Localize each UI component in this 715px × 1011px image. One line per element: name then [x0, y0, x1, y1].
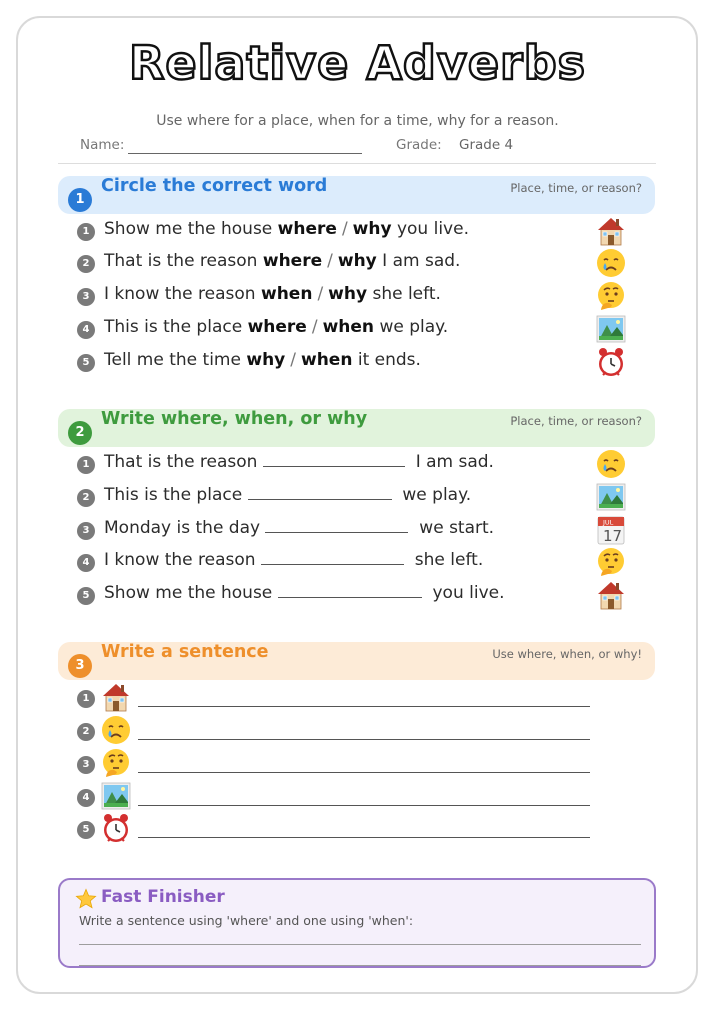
item-sentence — [104, 518, 494, 538]
thinking-face-icon — [595, 546, 627, 578]
answer-blank[interactable] — [248, 486, 392, 500]
item-number: 1 — [77, 690, 95, 708]
sentence-line[interactable] — [138, 722, 590, 740]
item-number: 5 — [77, 354, 95, 372]
sentence-end: we play. — [379, 317, 449, 337]
item-number: 4 — [77, 554, 95, 572]
item-illustration — [595, 215, 627, 247]
write-sentence-item — [74, 684, 644, 714]
section-2-hint: Place, time, or reason? — [510, 414, 642, 428]
item-sentence — [104, 284, 441, 304]
circle-item — [74, 282, 644, 312]
section-2-header — [58, 409, 655, 447]
section-1-title: Circle the correct word — [101, 176, 328, 196]
house-icon — [595, 215, 627, 247]
item-sentence — [104, 350, 421, 370]
choice-separator: / — [341, 219, 348, 239]
sentence-end: I am sad. — [382, 251, 461, 271]
landscape-icon — [595, 481, 627, 513]
sentence-start: I know the reason — [104, 550, 256, 570]
calendar-day: 17 — [603, 527, 623, 545]
item-illustration — [100, 747, 132, 779]
choice-option-2[interactable]: when — [300, 350, 353, 370]
item-number: 5 — [77, 587, 95, 605]
section-3-title: Write a sentence — [101, 642, 269, 662]
answer-blank[interactable] — [278, 584, 422, 598]
choice-separator: / — [290, 350, 296, 370]
section-1-number: 1 — [68, 188, 92, 212]
sentence-start: I know the reason — [104, 284, 256, 304]
item-illustration — [595, 579, 627, 611]
section-1-header — [58, 176, 655, 214]
landscape-icon — [100, 780, 132, 812]
fast-finisher-line-2[interactable] — [79, 965, 641, 966]
section-2-title: Write where, when, or why — [101, 409, 368, 429]
item-sentence — [104, 485, 471, 505]
page-subtitle: Use where for a place, when for a time, why for a reason. — [156, 113, 559, 129]
circle-item — [74, 249, 644, 279]
grade-label: Grade: — [396, 137, 442, 153]
item-illustration — [595, 280, 627, 312]
section-1-hint: Place, time, or reason? — [510, 181, 642, 195]
sentence-line[interactable] — [138, 755, 590, 773]
choice-option-1[interactable]: why — [246, 350, 286, 370]
item-sentence — [104, 583, 505, 603]
sentence-end: you live. — [396, 219, 469, 239]
sentence-start: Monday is the day — [104, 518, 261, 538]
choice-option-2[interactable]: why — [328, 284, 368, 304]
name-label: Name: — [80, 137, 125, 153]
star-icon — [75, 888, 97, 910]
write-sentence-item — [74, 783, 644, 813]
item-sentence — [104, 452, 494, 472]
house-icon — [100, 681, 132, 713]
thinking-face-icon — [595, 280, 627, 312]
sentence-end: she left. — [414, 550, 484, 570]
fast-finisher-box — [58, 878, 656, 968]
circle-item — [74, 217, 644, 247]
sentence-line[interactable] — [138, 820, 590, 838]
item-illustration — [595, 313, 627, 345]
sentence-end: she left. — [372, 284, 441, 304]
alarm-clock-icon — [595, 346, 627, 378]
item-number: 4 — [77, 789, 95, 807]
crying-face-icon — [595, 448, 627, 480]
sentence-start: That is the reason — [104, 251, 258, 271]
sentence-start: Show me the house — [104, 219, 273, 239]
sentence-line[interactable] — [138, 689, 590, 707]
choice-option-1[interactable]: where — [247, 317, 307, 337]
sentence-end: we start. — [419, 518, 495, 538]
crying-face-icon — [595, 247, 627, 279]
answer-blank[interactable] — [263, 453, 405, 467]
choice-option-2[interactable]: why — [352, 219, 392, 239]
sentence-start: Tell me the time — [104, 350, 241, 370]
item-number: 2 — [77, 255, 95, 273]
landscape-icon — [595, 313, 627, 345]
section-3-header — [58, 642, 655, 680]
item-illustration — [595, 514, 627, 546]
calendar-month: JUL — [603, 518, 614, 527]
choice-separator: / — [317, 284, 324, 304]
sentence-end: you live. — [432, 583, 505, 603]
item-number: 2 — [77, 723, 95, 741]
circle-item — [74, 348, 644, 378]
item-number: 4 — [77, 321, 95, 339]
write-sentence-item — [74, 750, 644, 780]
sentence-start: This is the place — [104, 485, 243, 505]
write-sentence-item — [74, 717, 644, 747]
fill-in-item — [74, 516, 644, 546]
fast-finisher-prompt: Write a sentence using 'where' and one using 'when': — [79, 913, 414, 928]
name-field-line[interactable] — [128, 153, 362, 154]
item-illustration — [100, 681, 132, 713]
item-number: 3 — [77, 288, 95, 306]
sentence-start: This is the place — [104, 317, 243, 337]
section-3-hint: Use where, when, or why! — [492, 647, 642, 661]
section-2-number: 2 — [68, 421, 92, 445]
item-illustration — [595, 481, 627, 513]
item-number: 3 — [77, 756, 95, 774]
fast-finisher-title: Fast Finisher — [101, 887, 225, 907]
sentence-end: we play. — [402, 485, 472, 505]
item-sentence — [104, 251, 460, 271]
item-sentence — [104, 550, 483, 570]
fill-in-item — [74, 450, 644, 480]
fill-in-item — [74, 483, 644, 513]
answer-blank[interactable] — [261, 551, 404, 565]
choice-option-2[interactable]: why — [337, 251, 377, 271]
item-illustration — [595, 346, 627, 378]
answer-blank[interactable] — [265, 519, 408, 533]
item-illustration — [100, 812, 132, 844]
sentence-end: I am sad. — [415, 452, 494, 472]
item-illustration — [595, 247, 627, 279]
fast-finisher-line-1[interactable] — [79, 944, 641, 945]
section-3-number: 3 — [68, 654, 92, 678]
choice-separator: / — [311, 317, 318, 337]
fill-in-item — [74, 581, 644, 611]
item-illustration — [100, 714, 132, 746]
item-number: 3 — [77, 522, 95, 540]
sentence-end: it ends. — [357, 350, 421, 370]
write-sentence-item — [74, 815, 644, 845]
sentence-start: That is the reason — [104, 452, 258, 472]
sentence-start: Show me the house — [104, 583, 273, 603]
alarm-clock-icon — [100, 812, 132, 844]
fill-in-item — [74, 548, 644, 578]
choice-separator: / — [327, 251, 333, 271]
choice-option-2[interactable]: when — [322, 317, 375, 337]
choice-option-1[interactable]: when — [260, 284, 313, 304]
item-illustration — [595, 546, 627, 578]
calendar-icon — [595, 514, 627, 546]
item-illustration — [100, 780, 132, 812]
item-number: 2 — [77, 489, 95, 507]
page-title: Relative Adverbs — [128, 36, 587, 90]
circle-item — [74, 315, 644, 345]
crying-face-icon — [100, 714, 132, 746]
choice-option-1[interactable]: where — [277, 219, 337, 239]
item-number: 1 — [77, 456, 95, 474]
thinking-face-icon — [100, 747, 132, 779]
item-number: 1 — [77, 223, 95, 241]
choice-option-1[interactable]: where — [262, 251, 323, 271]
house-icon — [595, 579, 627, 611]
sentence-line[interactable] — [138, 788, 590, 806]
item-sentence — [104, 317, 448, 337]
item-sentence — [104, 219, 469, 239]
item-number: 5 — [77, 821, 95, 839]
header-divider — [58, 163, 656, 164]
item-illustration — [595, 448, 627, 480]
grade-value: Grade 4 — [459, 137, 514, 153]
